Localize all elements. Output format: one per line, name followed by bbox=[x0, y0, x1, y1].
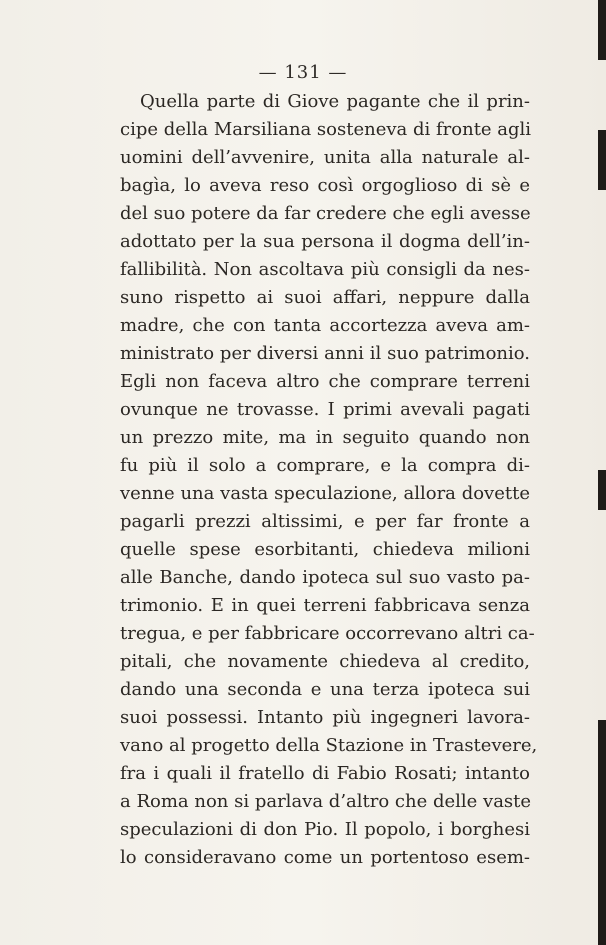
page-number: — 131 — bbox=[258, 62, 348, 83]
text-line: adottato per la sua persona il dogma dell’in- bbox=[120, 231, 530, 252]
page-edge-mark bbox=[598, 0, 606, 60]
text-line: bagìa, lo aveva reso così orgoglioso di sè e bbox=[120, 175, 530, 196]
text-line: Egli non faceva altro che comprare terreni bbox=[120, 371, 530, 392]
text-line: pagarli prezzi altissimi, e per far fronte a bbox=[120, 511, 530, 532]
text-line: dando una seconda e una terza ipoteca sui bbox=[120, 679, 530, 700]
text-line: fra i quali il fratello di Fabio Rosati; intanto bbox=[120, 763, 530, 784]
text-line: alle Banche, dando ipoteca sul suo vasto pa- bbox=[120, 567, 530, 588]
text-line: uomini dell’avvenire, unita alla naturale al- bbox=[120, 147, 530, 168]
body-text bbox=[120, 88, 538, 872]
text-line: a Roma non si parlava d’altro che delle vaste bbox=[120, 791, 532, 812]
text-line: fu più il solo a comprare, e la compra di- bbox=[120, 455, 530, 476]
text-line: venne una vasta speculazione, allora dovette bbox=[120, 483, 530, 504]
page-edge-mark bbox=[598, 720, 606, 945]
text-line: Quella parte di Giove pagante che il prin- bbox=[140, 91, 530, 112]
text-line: tregua, e per fabbricare occorrevano altri ca- bbox=[120, 623, 535, 644]
text-line: un prezzo mite, ma in seguito quando non bbox=[120, 427, 530, 448]
text-line: vano al progetto della Stazione in Trastevere, bbox=[120, 735, 538, 756]
text-line: ministrato per diversi anni il suo patrimonio. bbox=[120, 343, 530, 364]
text-line: speculazioni di don Pio. Il popolo, i borghesi bbox=[120, 819, 530, 840]
text-line: cipe della Marsiliana sosteneva di fronte agli bbox=[120, 119, 532, 140]
text-line: pitali, che novamente chiedeva al credito, bbox=[120, 651, 530, 672]
text-line: ovunque ne trovasse. I primi avevali pagati bbox=[120, 399, 530, 420]
text-line: del suo potere da far credere che egli avesse bbox=[120, 203, 531, 224]
text-line: quelle spese esorbitanti, chiedeva milioni bbox=[120, 539, 530, 560]
text-line: suno rispetto ai suoi affari, neppure dalla bbox=[120, 287, 530, 308]
text-line: lo consideravano come un portentoso esem- bbox=[120, 847, 530, 868]
page-edge-mark bbox=[598, 130, 606, 190]
text-line: fallibilità. Non ascoltava più consigli da nes- bbox=[120, 259, 530, 280]
text-line: madre, che con tanta accortezza aveva am- bbox=[120, 315, 530, 336]
text-line: suoi possessi. Intanto più ingegneri lavora- bbox=[120, 707, 530, 728]
page-edge-mark bbox=[598, 470, 606, 510]
text-line: trimonio. E in quei terreni fabbricava senza bbox=[120, 595, 530, 616]
